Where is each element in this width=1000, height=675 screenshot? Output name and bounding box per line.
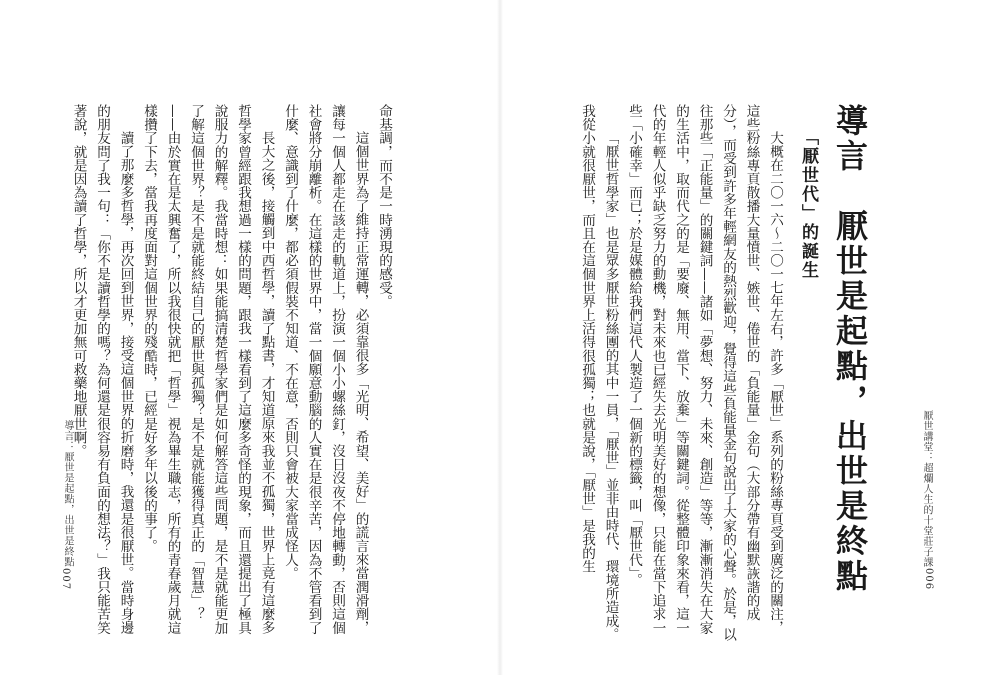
paragraph: 長大之後，接觸到中西哲學，讀了點書，才知道原來我並不孤獨，世界上竟有這麼多哲學家曾經跟我想過一樣的問題，跟我一樣看到了這麼多奇怪的現象，而且還提出了極具說服力的解釋。我當時想：如果能搞清楚哲學家們是如何解答這些問題，是不是就能更加了解這個世界？是不是就能終結自己的厭世與孤獨？是不是就能獲得真正的「智慧」？——由於實在是太興奮了，所以我很快就把「哲學」視為畢生職志，所有的青春歲月就這樣攢了下去，當我再度面對這個世界的殘酷時，已經是好多年以後的事了。 [141,104,275,635]
chapter-title: 導言 厭世是起點，出世是終點 [831,104,869,594]
paragraph: 「厭世哲學家」也是眾多厭世粉絲團的其中一員，「厭世」並非由時代、環境所造成。我從小就很厭世，而且在這個世界上活得很孤獨；也就是說，「厭世」是我的生 [579,104,619,642]
page-number-left: 007 [60,568,71,591]
page-number-right: 006 [923,568,934,591]
page-gutter [497,0,503,675]
running-header-right: 厭世講堂：超爛人生的十堂莊子課 [921,410,932,568]
left-page-body [70,104,395,644]
paragraph: 這個世界為了維持正常運轉，必須靠很多「光明、希望、美好」的謊言來當潤滑劑，讓每一個人都走在該走的軌道上，扮演一個小小螺絲釘，沒日沒夜不停地轉動，否則這個社會將分崩離析。在這樣的世界中，當一個願意動腦的人實在是很辛苦，因為不管看到了什麼、意識到了什麼，都必須假裝不知道、不在意，否則只會被大家當成怪人。 [282,104,369,635]
running-header-left: 導言：厭世是起點，出世是終點 [62,420,73,567]
section-subheading: 「厭世代」的誕生 [798,128,818,280]
paragraph: 大概在二〇一六～二〇一七年左右，許多「厭世」系列的粉絲專頁受到廣泛的關注，這些粉絲專頁散播大量憤世、嫉世、倦世的「負能量」金句（大部分帶有幽默詼諧的成分），而受到許多年輕網友的熱烈歡迎，覺得這些負能量金句說出了大家的心聲。於是，以往那些「正能量」的關鍵詞——諸如「夢想、努力、未來、創造」等等，漸漸消失在大家的生活中，取而代之的是「要廢、無用、當下、放棄」等關鍵詞。從整體印象來看，這一代的年輕人似乎缺乏努力的動機，對未來也已經失去光明美好的想像，只能在當下追求一些「小確幸」而已；於是媒體給我們這代人製造了一個新的標籤，叫「厭世代」。 [626,104,783,642]
paragraph: 讀了那麼多哲學，再次回到世界，接受這個世界的折磨時，我還是很厭世。當時身邊的朋友問了我一句：「你不是讀哲學的嗎？為何還是很容易有負面的想法？」我只能苦笑著說，就是因為讀了哲學，所以才更加無可救藥地厭世啊。 [70,104,134,635]
right-page-body [532,104,786,644]
paragraph: 命基調，而不是一時湧現的感受。 [376,104,392,308]
